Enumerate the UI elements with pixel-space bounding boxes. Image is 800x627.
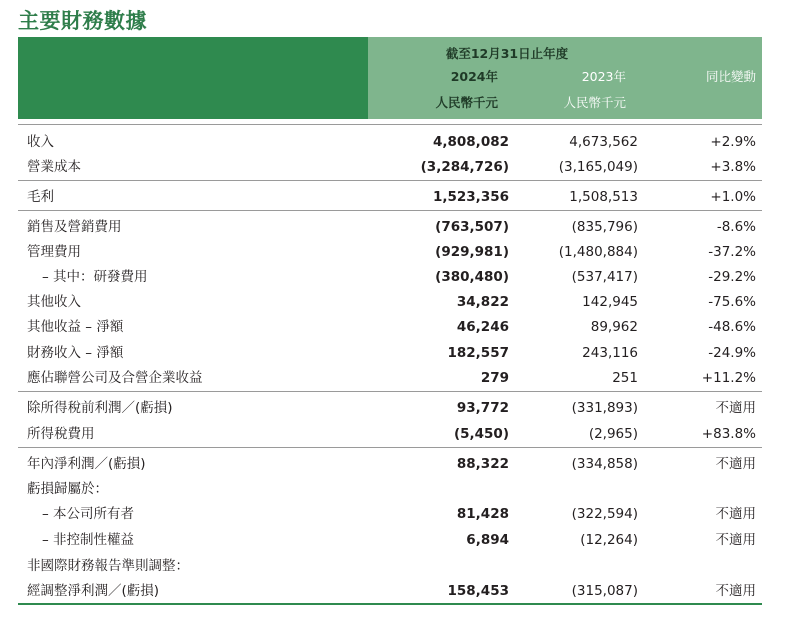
row-label: – 其中：研發費用 [42, 269, 148, 285]
table-row [18, 578, 762, 603]
value-2023: (12,264) [580, 532, 638, 548]
value-2024: (5,450) [453, 426, 509, 442]
header-col-yoy: 同比變動 [705, 69, 756, 84]
value-2023: 142,945 [582, 294, 638, 310]
table-row [18, 214, 762, 239]
table-row [18, 239, 762, 264]
table-row [18, 395, 762, 420]
value-2023: (3,165,049) [558, 159, 638, 175]
value-yoy: 不適用 [715, 583, 756, 599]
value-2023: 1,508,513 [569, 189, 638, 205]
value-2023: (315,087) [571, 583, 638, 599]
value-2024: 279 [480, 370, 509, 386]
row-label: 年內淨利潤／(虧損) [27, 456, 146, 472]
row-divider [18, 391, 762, 392]
value-yoy: -29.2% [708, 269, 756, 285]
row-label: 虧損歸屬於： [27, 481, 108, 497]
table-row [18, 129, 762, 154]
header-col-2024: 2024年 [450, 69, 498, 84]
row-label: – 非控制性權益 [42, 532, 135, 548]
value-yoy: -24.9% [708, 345, 756, 361]
row-divider [18, 447, 762, 448]
value-yoy: 不適用 [715, 532, 756, 548]
value-yoy: +1.0% [710, 189, 756, 205]
value-2024: 46,246 [456, 319, 509, 335]
value-yoy: -37.2% [708, 244, 756, 260]
row-label: 銷售及營銷費用 [27, 219, 122, 235]
value-2024: 4,808,082 [432, 134, 509, 150]
row-label: 所得稅費用 [27, 426, 95, 442]
table-row [18, 476, 762, 501]
row-divider [18, 124, 762, 125]
row-label: 財務收入 – 淨額 [27, 345, 124, 361]
value-2024: 158,453 [447, 583, 509, 599]
table-row [18, 154, 762, 179]
header-unit-2024: 人民幣千元 [435, 95, 498, 110]
value-yoy: -8.6% [716, 219, 756, 235]
value-2023: (331,893) [571, 400, 638, 416]
value-2023: (835,796) [571, 219, 638, 235]
row-label: 應佔聯營公司及合營企業收益 [27, 370, 203, 386]
row-label: 除所得稅前利潤／(虧損) [27, 400, 173, 416]
value-2024: (3,284,726) [420, 159, 509, 175]
value-2023: (334,858) [571, 456, 638, 472]
row-label: 收入 [27, 134, 54, 150]
table-row [18, 264, 762, 289]
value-2023: (1,480,884) [558, 244, 638, 260]
page-title: 主要財務數據 [18, 9, 147, 33]
row-label: 管理費用 [27, 244, 81, 260]
table-row [18, 184, 762, 209]
row-label: 其他收入 [27, 294, 81, 310]
table-header [18, 37, 762, 119]
table-row [18, 553, 762, 578]
row-label: 毛利 [27, 189, 54, 205]
value-2023: (322,594) [571, 506, 638, 522]
value-2023: 4,673,562 [569, 134, 638, 150]
value-yoy: +2.9% [710, 134, 756, 150]
row-label: 營業成本 [27, 159, 81, 175]
row-label: 其他收益 – 淨額 [27, 319, 124, 335]
value-2024: 6,894 [466, 532, 509, 548]
value-2024: 182,557 [447, 345, 509, 361]
row-divider [18, 180, 762, 181]
value-yoy: -48.6% [708, 319, 756, 335]
value-2024: 81,428 [456, 506, 509, 522]
value-2024: 88,322 [456, 456, 509, 472]
table-bottom-rule [18, 603, 762, 605]
value-yoy: +3.8% [710, 159, 756, 175]
table-row [18, 314, 762, 339]
value-2023: 243,116 [582, 345, 638, 361]
table-row [18, 527, 762, 552]
value-yoy: -75.6% [708, 294, 756, 310]
row-divider [18, 210, 762, 211]
value-yoy: 不適用 [715, 456, 756, 472]
header-unit-2023: 人民幣千元 [563, 95, 626, 110]
value-2023: 251 [612, 370, 638, 386]
table-row [18, 365, 762, 390]
row-label: 經調整淨利潤／(虧損) [27, 583, 160, 599]
value-2024: 1,523,356 [432, 189, 509, 205]
value-yoy: 不適用 [715, 506, 756, 522]
header-col-2023: 2023年 [581, 69, 626, 84]
value-2023: (537,417) [571, 269, 638, 285]
table-row [18, 340, 762, 365]
table-row [18, 451, 762, 476]
value-2024: (929,981) [435, 244, 509, 260]
table-row [18, 289, 762, 314]
value-2024: (763,507) [435, 219, 509, 235]
value-2024: (380,480) [435, 269, 509, 285]
row-label: 非國際財務報告準則調整： [27, 558, 189, 574]
row-label: – 本公司所有者 [42, 506, 135, 522]
table-row [18, 421, 762, 446]
value-yoy: +11.2% [701, 370, 756, 386]
value-2023: 89,962 [590, 319, 638, 335]
value-2023: (2,965) [588, 426, 638, 442]
header-period: 截至12月31日止年度 [445, 46, 569, 61]
value-yoy: +83.8% [701, 426, 756, 442]
value-2024: 93,772 [456, 400, 509, 416]
value-yoy: 不適用 [715, 400, 756, 416]
table-row [18, 501, 762, 526]
value-2024: 34,822 [456, 294, 509, 310]
